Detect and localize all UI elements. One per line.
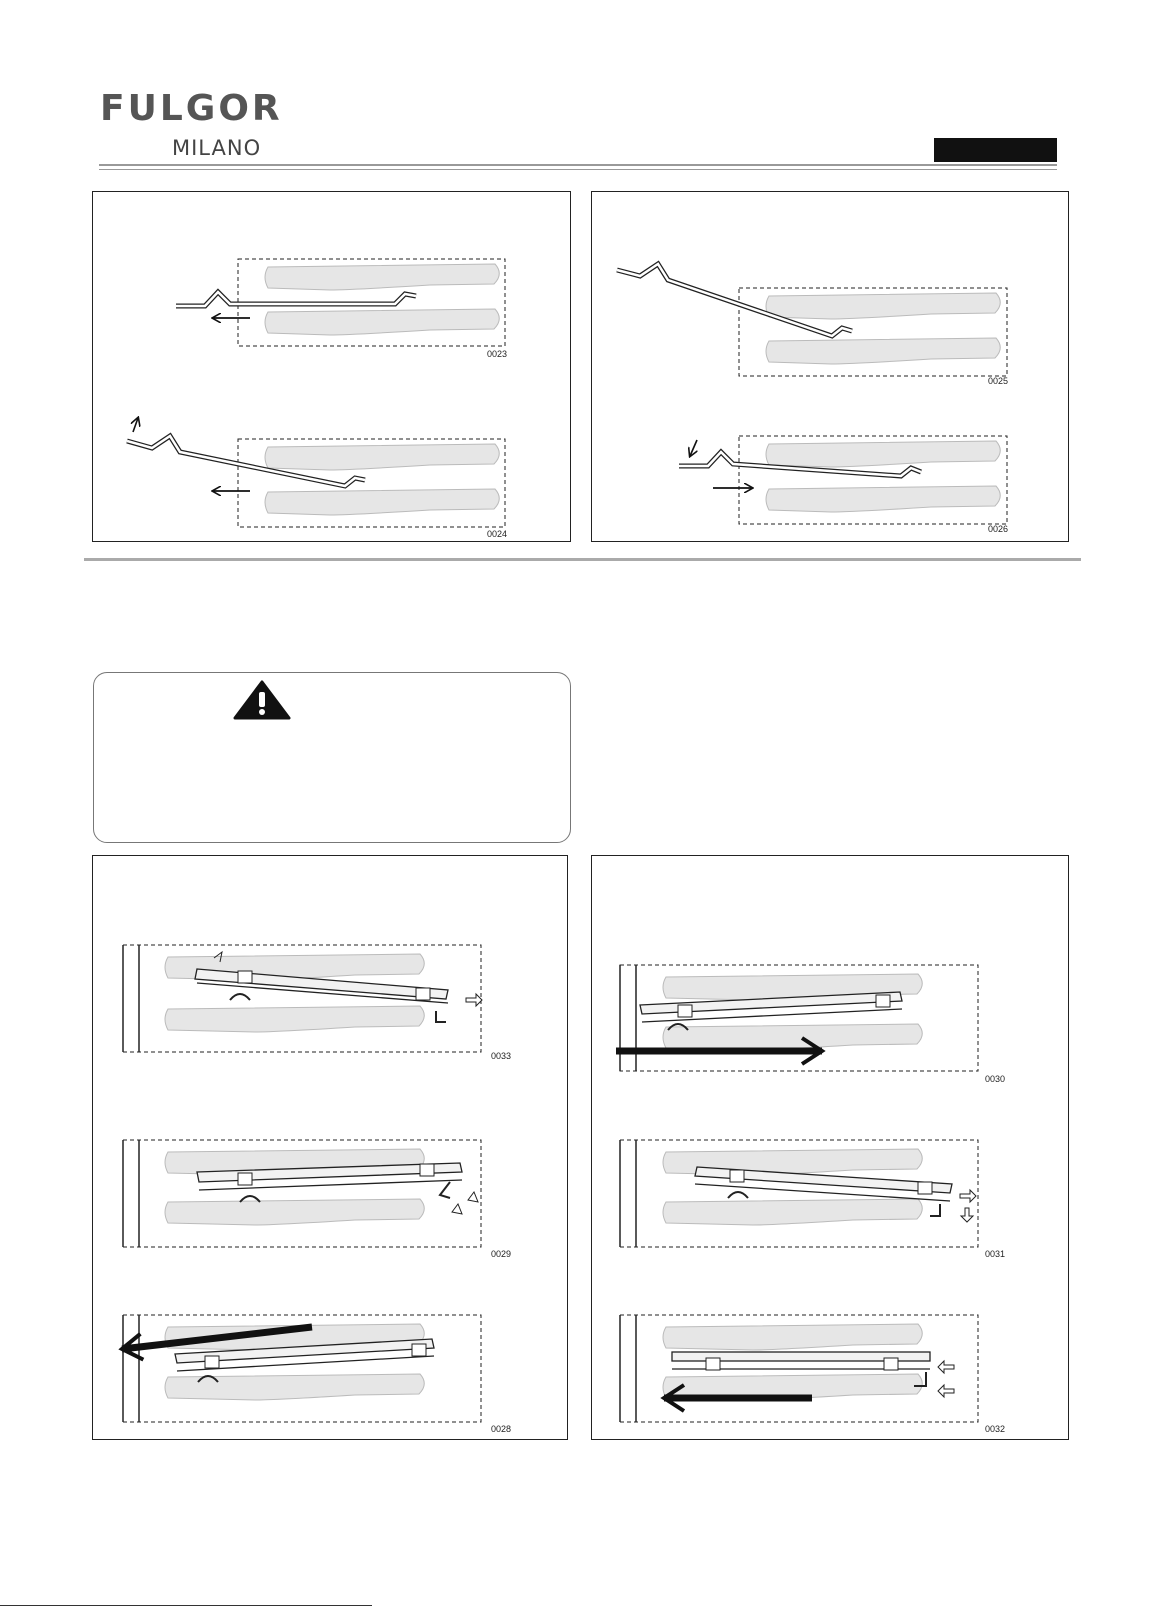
warning-triangle-icon xyxy=(235,682,289,718)
figure-code: 0030 xyxy=(985,1074,1006,1084)
figure-0029 xyxy=(123,1140,481,1247)
figure-0024 xyxy=(127,418,505,527)
brand-logo: FULGOR xyxy=(100,88,283,129)
figure-0026 xyxy=(679,436,1007,524)
figure-code: 0026 xyxy=(988,524,1009,534)
figure-code: 0031 xyxy=(985,1249,1006,1259)
figure-code: 0032 xyxy=(985,1424,1006,1434)
figure-0031 xyxy=(620,1140,978,1247)
figure-0033 xyxy=(123,945,482,1052)
brand-subtitle: MILANO xyxy=(172,136,262,160)
figure-code: 0023 xyxy=(487,349,508,359)
figure-0030 xyxy=(616,965,978,1071)
figure-0028 xyxy=(122,1315,481,1422)
figure-0032 xyxy=(620,1315,978,1422)
figure-code: 0028 xyxy=(491,1424,512,1434)
figure-code: 0029 xyxy=(491,1249,512,1259)
figure-0025 xyxy=(617,264,1007,376)
figure-code: 0024 xyxy=(487,529,508,539)
figure-0023 xyxy=(176,259,505,346)
figure-code: 0033 xyxy=(491,1051,512,1061)
figure-code: 0025 xyxy=(988,376,1009,386)
